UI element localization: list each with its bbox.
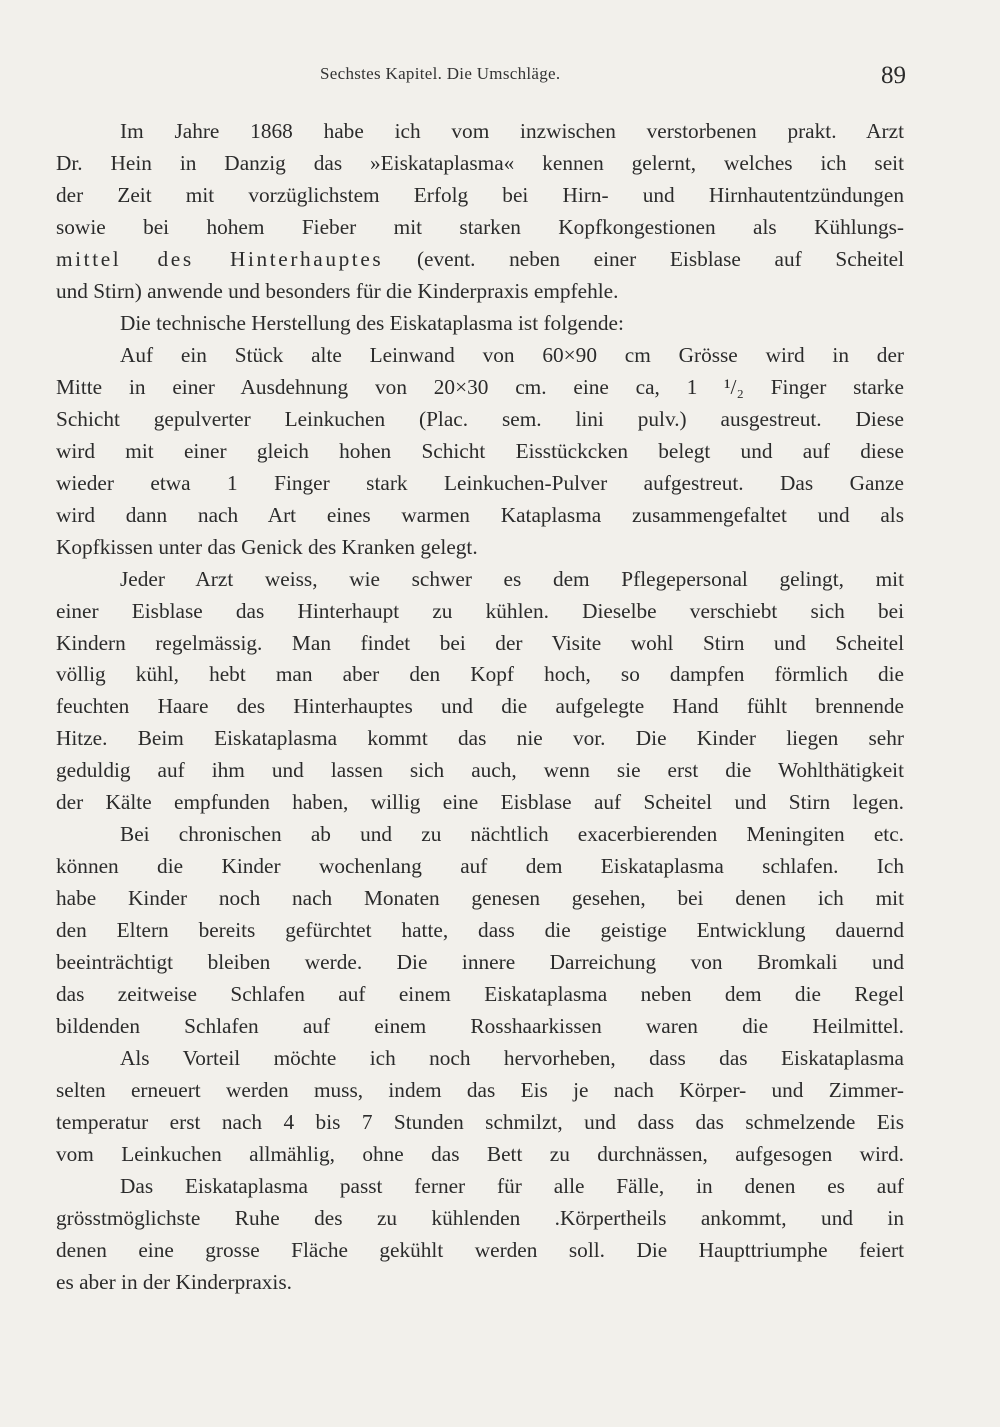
- line-text: temperatur erst nach 4 bis 7 Stunden schmilzt, und dass das schmelzende Eis: [56, 1110, 904, 1135]
- text-line: [56, 244, 904, 276]
- line-text: Jeder Arzt weiss, wie schwer es dem Pflegepersonal gelingt, mit: [120, 566, 904, 591]
- text-line: [56, 947, 904, 979]
- line-text: den Eltern bereits gefürchtet hatte, dass die geistige Entwicklung dauernd: [56, 918, 904, 943]
- text-line: [56, 628, 904, 660]
- line-text: sowie bei hohem Fieber mit starken Kopfkongestionen als Kühlungs-: [56, 214, 904, 239]
- line-text: der Kälte empfunden haben, willig eine Eisblase auf Scheitel und Stirn legen.: [56, 790, 904, 815]
- line-text: Die technische Herstellung des Eiskataplasma ist folgende:: [120, 310, 624, 335]
- text-line: [56, 1043, 904, 1075]
- line-text: Als Vorteil möchte ich noch hervorheben, dass das Eiskataplasma: [120, 1046, 904, 1071]
- text-line: [56, 436, 904, 468]
- line-text: Kindern regelmässig. Man findet bei der Visite wohl Stirn und Scheitel: [56, 630, 904, 655]
- text-line: [56, 276, 904, 308]
- text-line: [56, 883, 904, 915]
- line-text: grösstmöglichste Ruhe des zu kühlenden .Körpertheils ankommt, und in: [56, 1205, 904, 1230]
- line-text: wieder etwa 1 Finger stark Leinkuchen-Pulver aufgestreut. Das Ganze: [56, 470, 904, 495]
- text-line: [56, 691, 904, 723]
- text-line: [56, 308, 904, 340]
- line-text: geduldig auf ihm und lassen sich auch, wenn sie erst die Wohlthätigkeit: [56, 758, 904, 783]
- body-text: [56, 116, 904, 1299]
- line-text: wird dann nach Art eines warmen Kataplasma zusammengefaltet und als: [56, 502, 904, 527]
- text-line: [56, 659, 904, 691]
- line-text: das zeitweise Schlafen auf einem Eiskataplasma neben dem die Regel: [56, 982, 904, 1007]
- text-line: [56, 1171, 904, 1203]
- text-line: [56, 372, 904, 404]
- text-line: [56, 180, 904, 212]
- line-text: Im Jahre 1868 habe ich vom inzwischen verstorbenen prakt. Arzt: [120, 119, 904, 143]
- line-text: Schicht gepulverter Leinkuchen (Plac. sem. lini pulv.) ausgestreut. Diese: [56, 406, 904, 431]
- line-text: können die Kinder wochenlang auf dem Eiskataplasma schlafen. Ich: [56, 854, 904, 879]
- line-text: vom Leinkuchen allmählig, ohne das Bett zu durchnässen, aufgesogen wird.: [56, 1142, 904, 1166]
- text-line: [56, 979, 904, 1011]
- page-header: [56, 62, 906, 98]
- line-text: denen eine grosse Fläche gekühlt werden soll. Die Haupttriumphe feiert: [56, 1237, 904, 1262]
- text-line: [56, 755, 904, 787]
- line-text: und Stirn) anwende und besonders für die Kinderpraxis empfehle.: [56, 278, 619, 303]
- line-text: beeinträchtigt bleiben werde. Die innere Darreichung von Bromkali und: [56, 950, 904, 975]
- text-line: [56, 1139, 904, 1171]
- line-text: selten erneuert werden muss, indem das Eis je nach Körper- und Zimmer-: [56, 1078, 904, 1103]
- text-line: [56, 532, 904, 564]
- line-text: habe Kinder noch nach Monaten genesen gesehen, bei denen ich mit: [56, 886, 904, 911]
- line-text: Auf ein Stück alte Leinwand von 60×90 cm Grösse wird in der: [120, 342, 904, 367]
- text-line: [56, 819, 904, 851]
- text-line: [56, 1107, 904, 1139]
- line-text: Kopfkissen unter das Genick des Kranken gelegt.: [56, 534, 478, 559]
- line-text: es aber in der Kinderpraxis.: [56, 1269, 292, 1294]
- line-text: (event. neben einer Eisblase auf Scheitel: [383, 246, 904, 271]
- text-line: [56, 787, 904, 819]
- line-text: Bei chronischen ab und zu nächtlich exacerbierenden Meningiten etc.: [120, 822, 904, 847]
- spaced-emphasis: mittel des Hinterhauptes: [56, 246, 384, 271]
- line-text: völlig kühl, hebt man aber den Kopf hoch, so dampfen förmlich die: [56, 662, 904, 687]
- text-line: [56, 596, 904, 628]
- text-line: [56, 1267, 904, 1299]
- line-text: wird mit einer gleich hohen Schicht Eisstückcken belegt und auf diese: [56, 438, 904, 463]
- text-line: [56, 500, 904, 532]
- text-line: [56, 116, 904, 148]
- text-line: [56, 851, 904, 883]
- running-title: Sechstes Kapitel. Die Umschläge.: [320, 64, 561, 83]
- line-text: der Zeit mit vorzüglichstem Erfolg bei Hirn- und Hirnhautentzündungen: [56, 182, 904, 207]
- text-line: [56, 340, 904, 372]
- line-text: bildenden Schlafen auf einem Rosshaarkissen waren die Heilmittel.: [56, 1014, 904, 1039]
- text-line: [56, 404, 904, 436]
- text-line: [56, 1011, 904, 1043]
- line-text: Dr. Hein in Danzig das »Eiskataplasma« kennen gelernt, welches ich seit: [56, 150, 904, 175]
- page-number: 89: [881, 62, 906, 89]
- line-text: Mitte in einer Ausdehnung von 20×30 cm. eine ca, 1 ¹/₂ Finger starke: [56, 374, 904, 399]
- text-line: [56, 212, 904, 244]
- line-text: Hitze. Beim Eiskataplasma kommt das nie vor. Die Kinder liegen sehr: [56, 726, 904, 751]
- line-text: einer Eisblase das Hinterhaupt zu kühlen. Dieselbe verschiebt sich bei: [56, 598, 904, 623]
- text-line: [56, 915, 904, 947]
- text-line: [56, 1075, 904, 1107]
- text-line: [56, 564, 904, 596]
- text-line: [56, 1235, 904, 1267]
- text-line: [56, 723, 904, 755]
- text-line: [56, 1203, 904, 1235]
- text-line: [56, 148, 904, 180]
- line-text: feuchten Haare des Hinterhauptes und die aufgelegte Hand fühlt brennende: [56, 694, 904, 719]
- text-line: [56, 468, 904, 500]
- line-text: Das Eiskataplasma passt ferner für alle Fälle, in denen es auf: [120, 1173, 904, 1198]
